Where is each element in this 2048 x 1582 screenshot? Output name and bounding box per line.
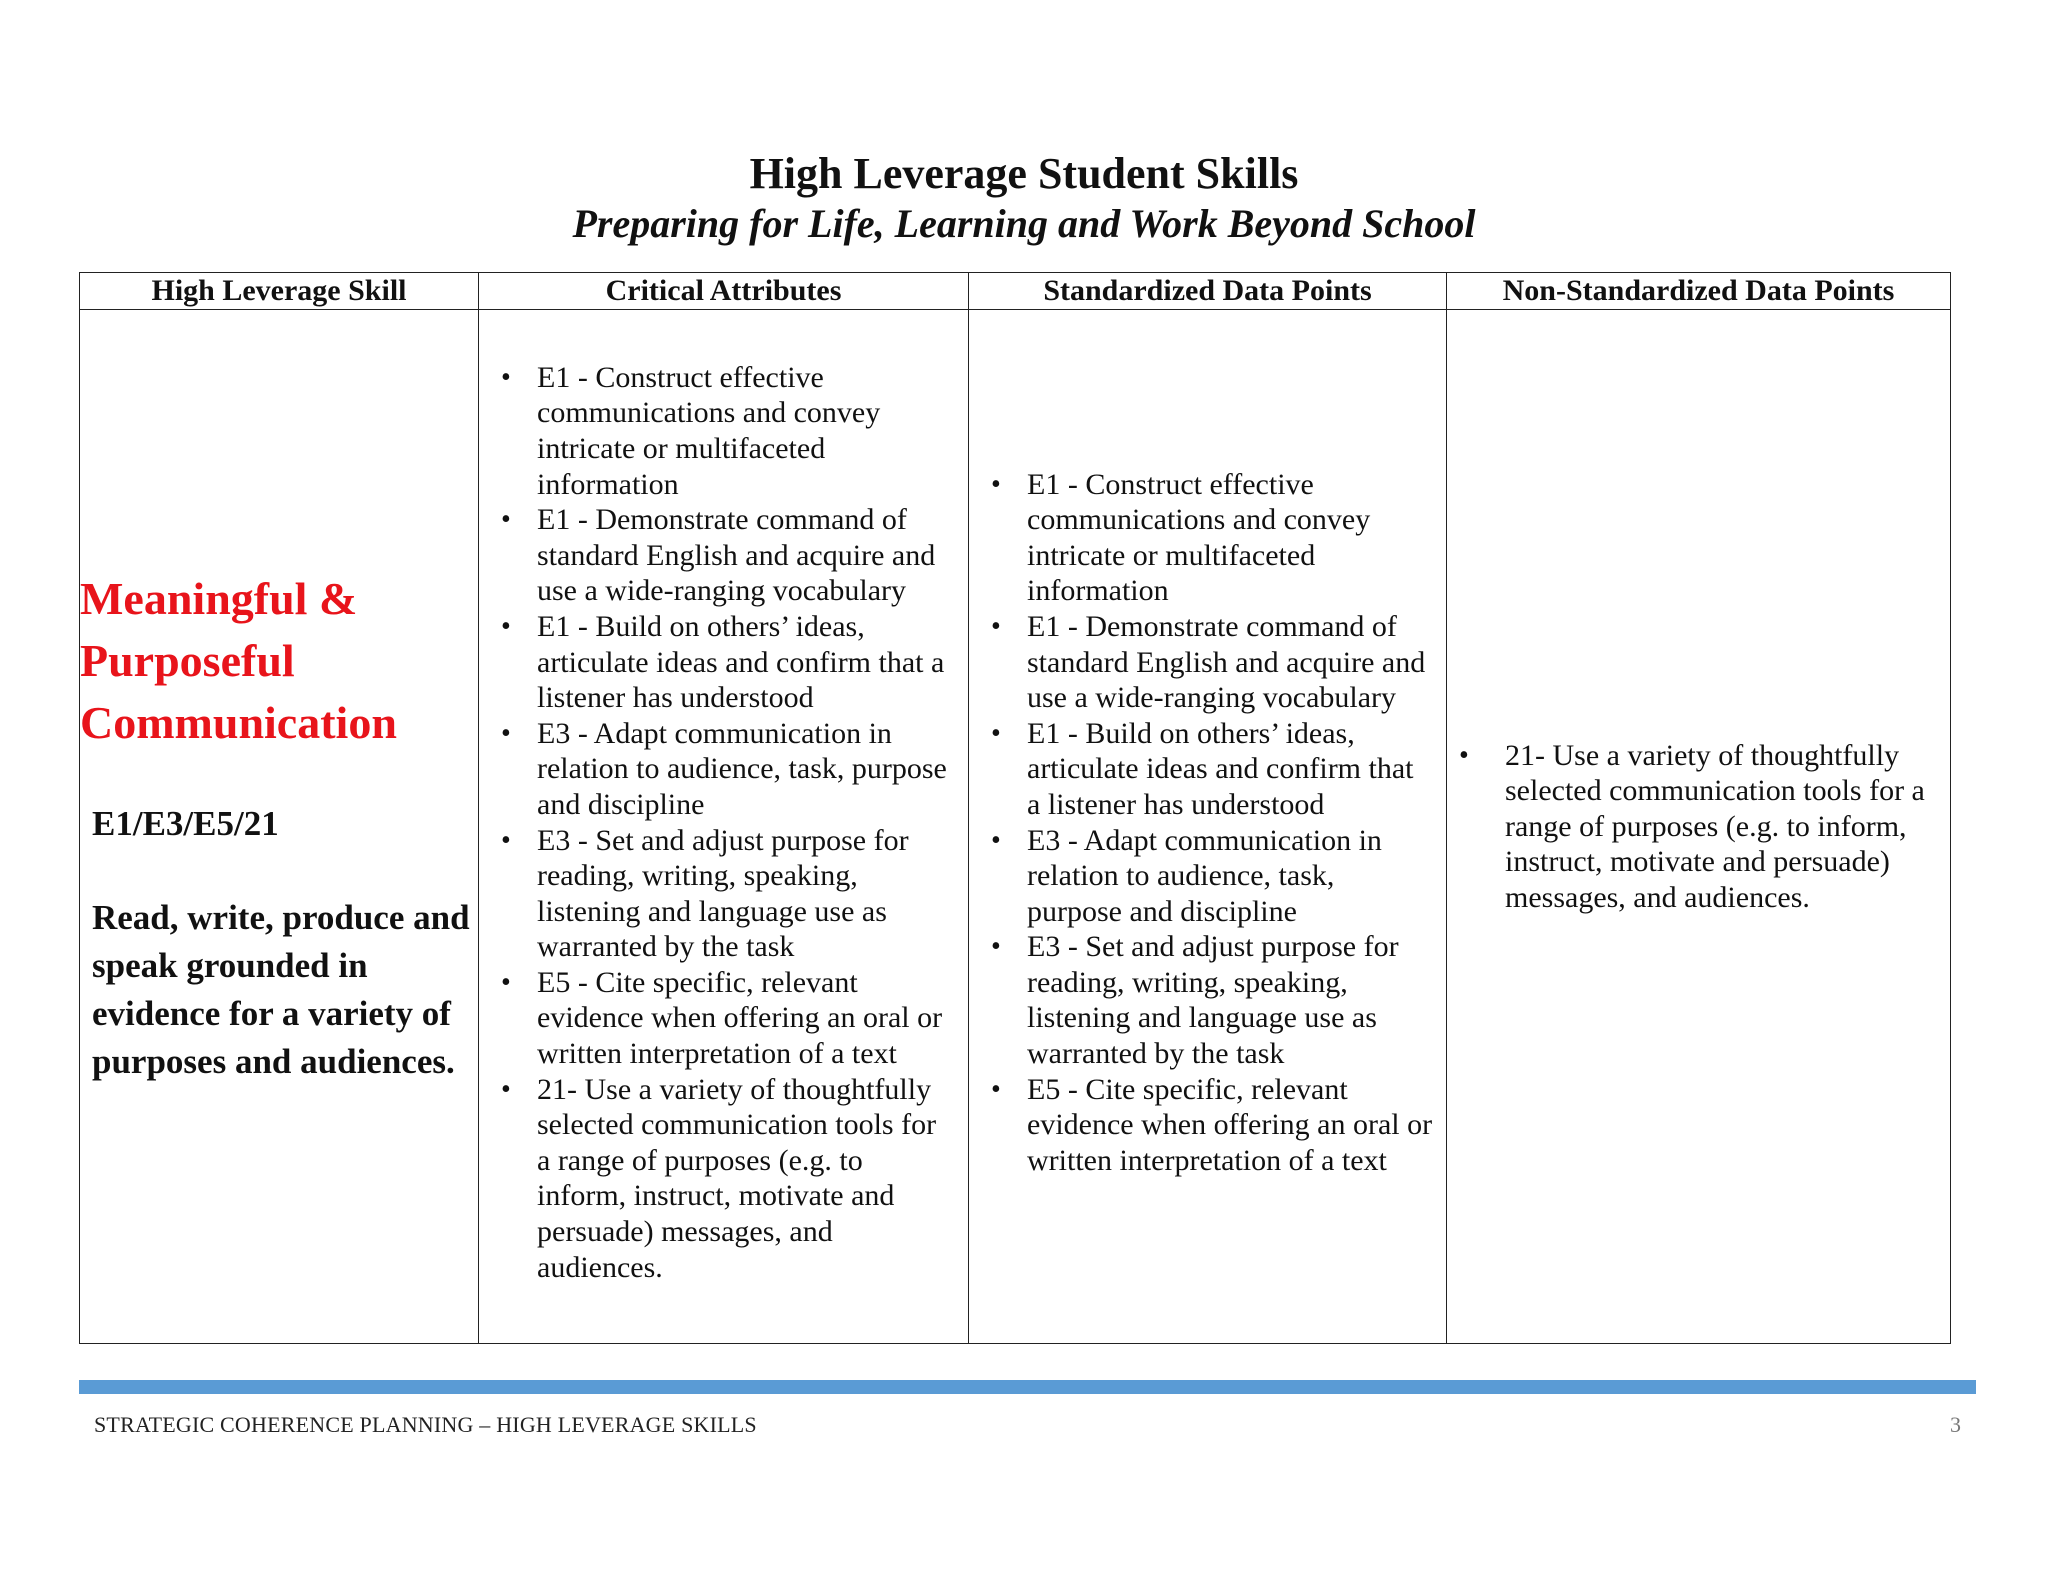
- page-subtitle: Preparing for Life, Learning and Work Beyond School: [572, 201, 1476, 246]
- footer-divider: [79, 1380, 1976, 1394]
- page-number: 3: [1950, 1412, 1961, 1437]
- list-item: • E3 - Adapt communication in relation to audience, task, purpose and discipline: [479, 716, 956, 823]
- critical-attributes-list: [479, 360, 956, 1285]
- critical-attributes-cell: [479, 310, 969, 1344]
- table-row: [80, 310, 1951, 1344]
- list-item: • E1 - Demonstrate command of standard English and acquire and use a wide-ranging vocabulary: [479, 502, 956, 609]
- column-header-skill: High Leverage Skill: [80, 273, 479, 310]
- list-item: • 21- Use a variety of thoughtfully selected communication tools for a range of purposes (e.g. to inform, instruct, motivate and persuade) messages, and audiences.: [479, 1072, 956, 1286]
- page-title: High Leverage Student Skills: [749, 149, 1299, 198]
- non-standardized-data-points-list: [1447, 738, 1938, 916]
- skill-cell: [80, 310, 479, 1344]
- list-item: • E3 - Set and adjust purpose for reading, writing, speaking, listening and language use as warranted by the task: [969, 929, 1434, 1071]
- skills-table: [79, 272, 1951, 1344]
- column-header-non-standardized: Non-Standardized Data Points: [1447, 273, 1951, 310]
- skill-codes: E1/E3/E5/21: [92, 803, 279, 843]
- column-header-critical-attributes: Critical Attributes: [479, 273, 969, 310]
- list-item: • E1 - Construct effective communications and convey intricate or multifaceted information: [969, 467, 1434, 609]
- list-item: • 21- Use a variety of thoughtfully selected communication tools for a range of purposes (e.g. to inform, instruct, motivate and persuade) messages, and audiences.: [1447, 738, 1938, 916]
- non-standardized-data-points-cell: [1447, 310, 1951, 1344]
- footer-text: STRATEGIC COHERENCE PLANNING – HIGH LEVERAGE SKILLS: [94, 1412, 757, 1437]
- list-item: • E5 - Cite specific, relevant evidence when offering an oral or written interpretation of a text: [969, 1072, 1434, 1179]
- standardized-data-points-cell: [969, 310, 1447, 1344]
- table-header-row: [80, 273, 1951, 310]
- list-item: • E1 - Build on others’ ideas, articulate ideas and confirm that a listener has understood: [479, 609, 956, 716]
- list-item: • E1 - Construct effective communications and convey intricate or multifaceted information: [479, 360, 956, 502]
- list-item: • E1 - Demonstrate command of standard English and acquire and use a wide-ranging vocabulary: [969, 609, 1434, 716]
- list-item: • E3 - Set and adjust purpose for reading, writing, speaking, listening and language use as warranted by the task: [479, 823, 956, 965]
- skill-description: Read, write, produce and speak grounded in evidence for a variety of purposes and audiences.: [92, 897, 470, 1081]
- list-item: • E3 - Adapt communication in relation to audience, task, purpose and discipline: [969, 823, 1434, 930]
- list-item: • E1 - Build on others’ ideas, articulate ideas and confirm that a listener has understood: [969, 716, 1434, 823]
- list-item: • E5 - Cite specific, relevant evidence when offering an oral or written interpretation of a text: [479, 965, 956, 1072]
- standardized-data-points-list: [969, 467, 1434, 1179]
- column-header-standardized: Standardized Data Points: [969, 273, 1447, 310]
- skill-name: Meaningful & Purposeful Communication: [80, 572, 397, 748]
